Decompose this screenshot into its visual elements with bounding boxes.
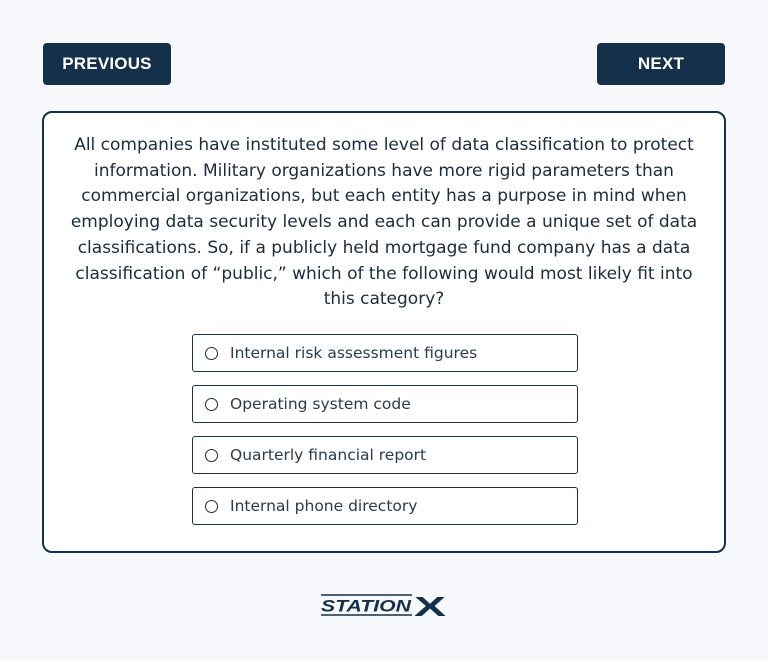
answer-option-1[interactable] [192,334,578,372]
stationx-logo [320,592,448,620]
answer-option-label: Operating system code [230,395,411,413]
next-button[interactable]: NEXT [597,43,725,85]
question-card [42,111,726,553]
logo-x-mark: X [414,592,447,620]
answer-option-3[interactable] [192,436,578,474]
radio-icon[interactable] [205,449,218,462]
radio-icon[interactable] [205,398,218,411]
answer-option-label: Internal risk assessment figures [230,344,478,362]
radio-icon[interactable] [205,347,218,360]
answer-option-label: Quarterly financial report [230,446,427,464]
answer-option-2[interactable] [192,385,578,423]
logo-wordmark: STATION [321,596,412,616]
answer-options [192,334,578,538]
question-text: All companies have instituted some level of data classification to protect information. Military organizations have more rigid parameters than commercial organizations, but each entity has a purpose in mind when employing data security levels and each can provide a unique set of data classifications. So, if a publicly held mortgage fund company has a data classification of “public,” which of the following would most likely fit into this category? [70,135,698,310]
answer-option-label: Internal phone directory [230,497,418,515]
radio-icon[interactable] [205,500,218,513]
previous-button[interactable]: PREVIOUS [43,43,171,85]
answer-option-4[interactable] [192,487,578,525]
